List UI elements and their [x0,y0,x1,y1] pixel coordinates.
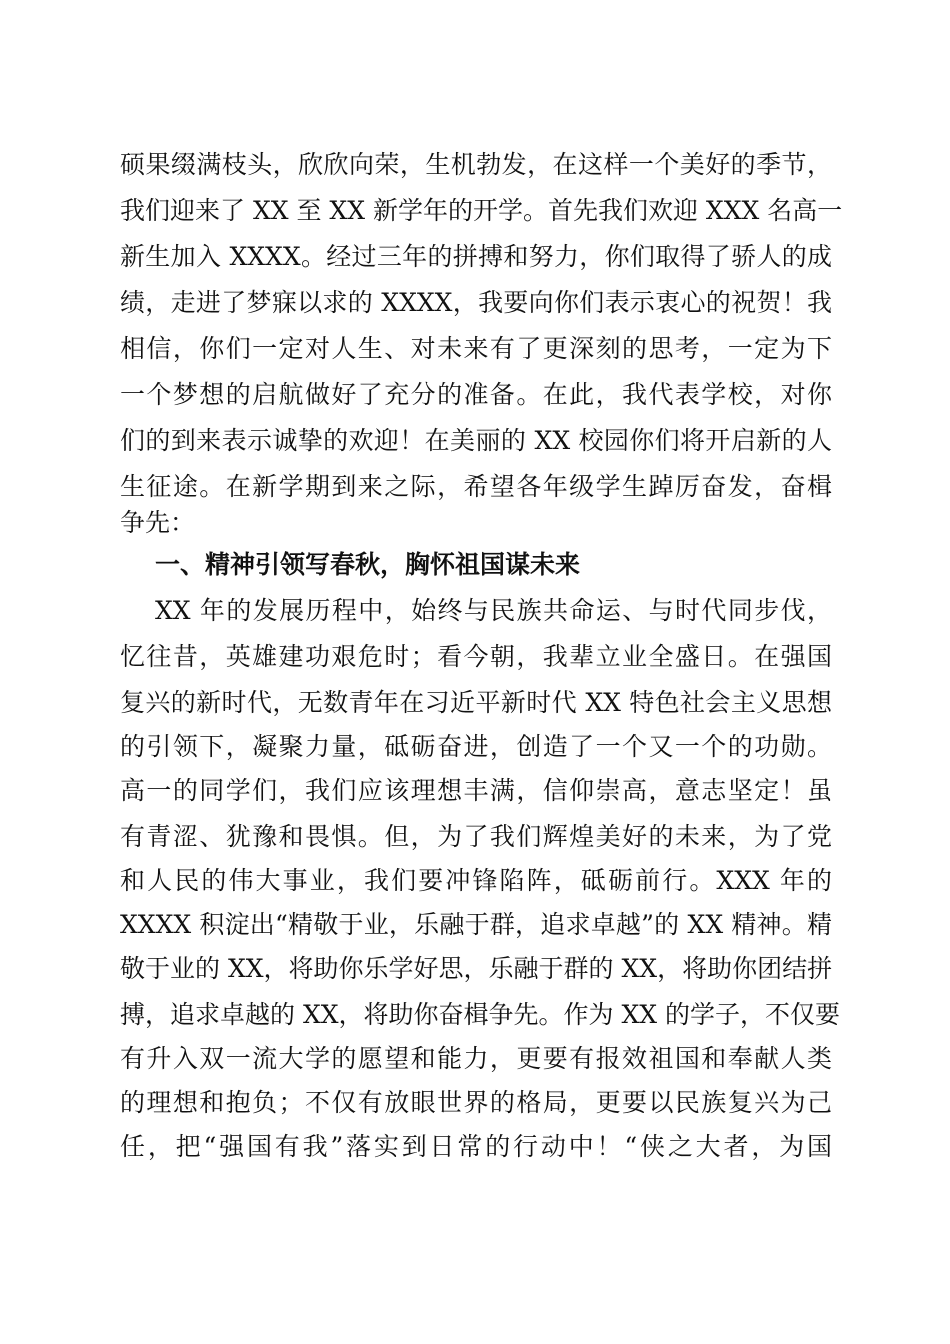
body-text-line: 高一的同学们，我们应该理想丰满，信仰崇高，意志坚定！虽 [120,776,832,805]
body-text-line: 任，把“强国有我”落实到日常的行动中！“侠之大者，为国 [120,1132,832,1161]
body-text-line: 一个梦想的启航做好了充分的准备。在此，我代表学校，对你 [120,380,832,409]
body-text-line: 敬于业的 XX，将助你乐学好思，乐融于群的 XX，将助你团结拼 [120,954,833,983]
body-text-line: 忆往昔，英雄建功艰危时；看今朝，我辈立业全盛日。在强国 [120,642,832,671]
body-text-line: 们的到来表示诚挚的欢迎！在美丽的 XX 校园你们将开启新的人 [120,426,832,455]
body-text-line: 搏，追求卓越的 XX，将助你奋楫争先。作为 XX 的学子，不仅要 [120,1000,841,1029]
body-text-line: 新生加入 XXXX。经过三年的拼搏和努力，你们取得了骄人的成 [120,242,832,271]
body-text-line: 相信，你们一定对人生、对未来有了更深刻的思考，一定为下 [120,334,832,363]
body-text-line: XX 年的发展历程中，始终与民族共命运、与时代同步伐， [155,596,832,625]
body-text-line: 硕果缀满枝头，欣欣向荣，生机勃发，在这样一个美好的季节， [120,150,832,179]
body-text-line: 的引领下，凝聚力量，砥砺奋进，创造了一个又一个的功勋。 [120,732,832,761]
body-text-line: XXXX 积淀出“精敬于业，乐融于群，追求卓越”的 XX 精神。精 [120,910,832,939]
body-text-line: 争先： [120,508,196,537]
body-text-line: 有升入双一流大学的愿望和能力，更要有报效祖国和奉献人类 [120,1044,832,1073]
body-text-line: 生征途。在新学期到来之际，希望各年级学生踔厉奋发，奋楫 [120,472,832,501]
body-text-line: 有青涩、犹豫和畏惧。但，为了我们辉煌美好的未来，为了党 [120,822,832,851]
body-text-line: 复兴的新时代，无数青年在习近平新时代 XX 特色社会主义思想 [120,688,832,717]
body-text-line: 的理想和抱负；不仅有放眼世界的格局，更要以民族复兴为己 [120,1088,832,1117]
body-text-line: 我们迎来了 XX 至 XX 新学年的开学。首先我们欢迎 XXX 名高一 [120,196,843,225]
section-heading: 一、精神引领写春秋，胸怀祖国谋未来 [155,550,581,579]
body-text-line: 和人民的伟大事业，我们要冲锋陷阵，砥砺前行。XXX 年的 [120,866,832,895]
body-text-line: 绩，走进了梦寐以求的 XXXX，我要向你们表示衷心的祝贺！我 [120,288,832,317]
